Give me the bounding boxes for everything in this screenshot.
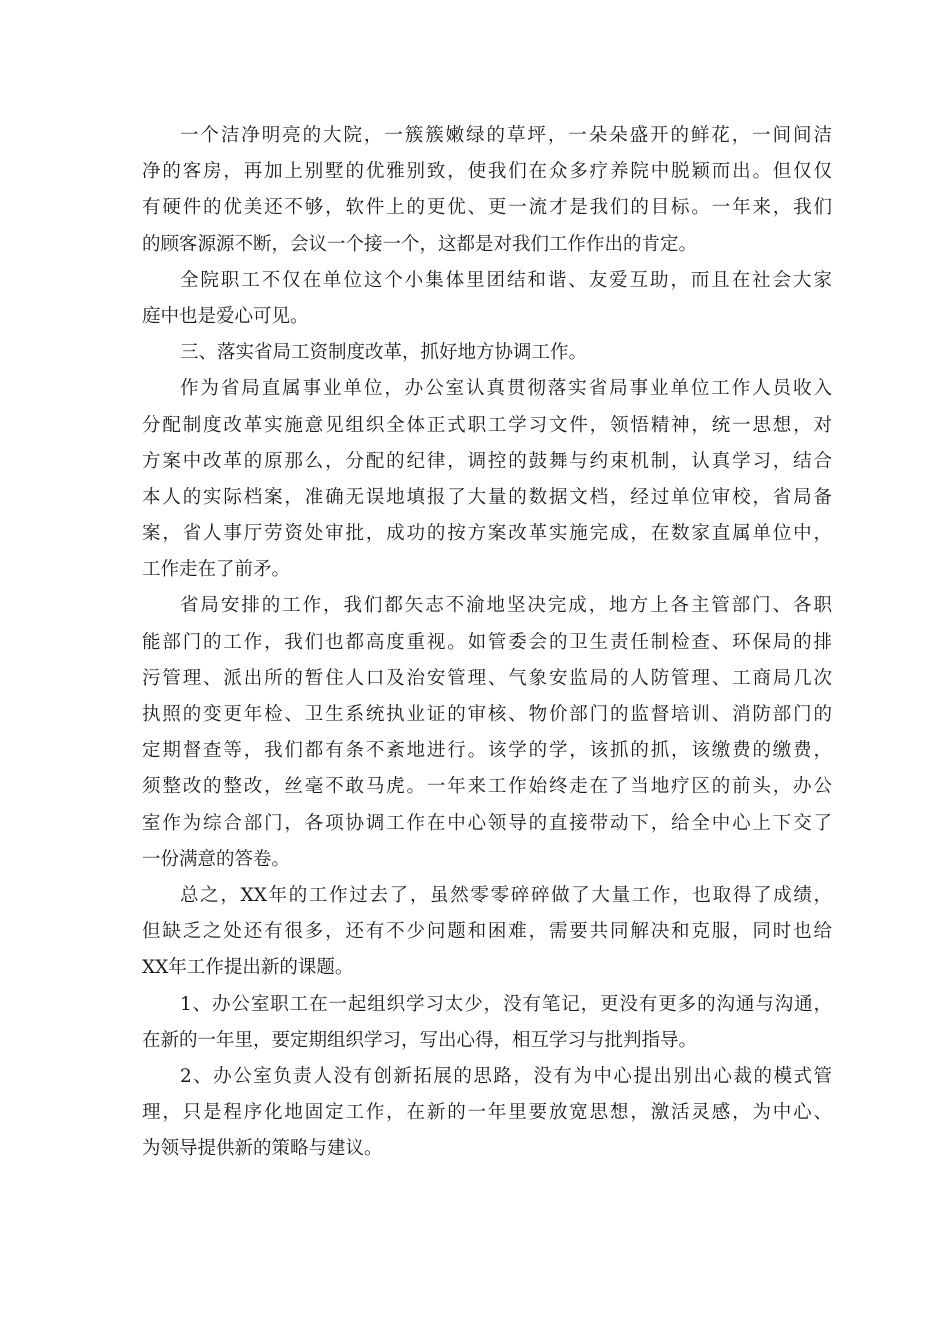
text-line: 方案中改革的原那么，分配的纪律，调控的鼓舞与约束机制，认真学习，结合	[142, 450, 832, 472]
text-line: 三、落实省局工资制度改革，抓好地方协调工作。	[180, 342, 588, 364]
text-line: 定期督查等，我们都有条不紊地进行。该学的学，该抓的抓，该缴费的缴费，	[142, 740, 832, 762]
paragraph	[142, 1059, 832, 1168]
text-line: 工作走在了前矛。	[142, 559, 291, 581]
paragraph	[142, 878, 832, 987]
text-line: 能部门的工作，我们也都高度重视。如管委会的卫生责任制检查、环保局的排	[142, 631, 832, 653]
text-line: 室作为综合部门，各项协调工作在中心领导的直接带动下，给全中心上下交了	[142, 812, 832, 834]
text-line: 庭中也是爱心可见。	[142, 305, 309, 327]
text-line: 在新的一年里，要定期组织学习，写出心得，相互学习与批判指导。	[142, 1029, 698, 1051]
text-line: 总之，XX年的工作过去了，虽然零零碎碎做了大量工作，也取得了成绩，	[180, 884, 832, 906]
text-line: 一份满意的答卷。	[142, 848, 291, 870]
text-line: 2、办公室负责人没有创新拓展的思路，没有为中心提出别出心裁的模式管	[180, 1065, 832, 1087]
paragraph	[142, 335, 832, 371]
text-line: 本人的实际档案，准确无误地填报了大量的数据文档，经过单位审校，省局备	[142, 486, 832, 508]
document-body	[142, 118, 832, 1167]
text-line: 全院职工不仅在单位这个小集体里团结和谐、友爱互助，而且在社会大家	[180, 269, 832, 291]
text-line: 作为省局直属事业单位，办公室认真贯彻落实省局事业单位工作人员收入	[180, 378, 832, 400]
text-line: 1、办公室职工在一起组织学习太少，没有笔记，更没有更多的沟通与沟通，	[180, 993, 832, 1015]
text-line: 须整改的整改，丝毫不敢马虎。一年来工作始终走在了当地疗区的前头，办公	[142, 776, 832, 798]
text-line: 的顾客源源不断，会议一个接一个，这都是对我们工作作出的肯定。	[142, 233, 698, 255]
paragraph	[142, 371, 832, 588]
text-line: 为领导提供新的策略与建议。	[142, 1138, 383, 1160]
text-line: 一个洁净明亮的大院，一簇簇嫩绿的草坪，一朵朵盛开的鲜花，一间间洁	[180, 125, 832, 146]
paragraph	[142, 263, 832, 335]
paragraph	[142, 987, 832, 1059]
text-line: 分配制度改革实施意见组织全体正式职工学习文件，领悟精神，统一思想，对	[142, 414, 832, 436]
text-line: 执照的变更年检、卫生系统执业证的审核、物价部门的监督培训、消防部门的	[142, 704, 832, 725]
text-line: XX年工作提出新的课题。	[142, 957, 354, 979]
text-line: 净的客房，再加上别墅的优雅别致，使我们在众多疗养院中脱颖而出。但仅仅	[142, 161, 832, 183]
text-line: 有硬件的优美还不够，软件上的更优、更一流才是我们的目标。一年来，我们	[142, 197, 832, 219]
text-line: 省局安排的工作，我们都矢志不渝地坚决完成，地方上各主管部门、各职	[180, 595, 832, 617]
paragraph	[142, 118, 832, 263]
text-line: 理，只是程序化地固定工作，在新的一年里要放宽思想，激活灵感，为中心、	[142, 1102, 832, 1124]
paragraph	[142, 588, 832, 878]
text-line: 但缺乏之处还有很多，还有不少问题和困难，需要共同解决和克服，同时也给	[142, 921, 832, 943]
text-line: 案，省人事厅劳资处审批，成功的按方案改革实施完成，在数家直属单位中，	[142, 523, 832, 545]
text-line: 污管理、派出所的暂住人口及治安管理、气象安监局的人防管理、工商局几次	[142, 667, 832, 689]
